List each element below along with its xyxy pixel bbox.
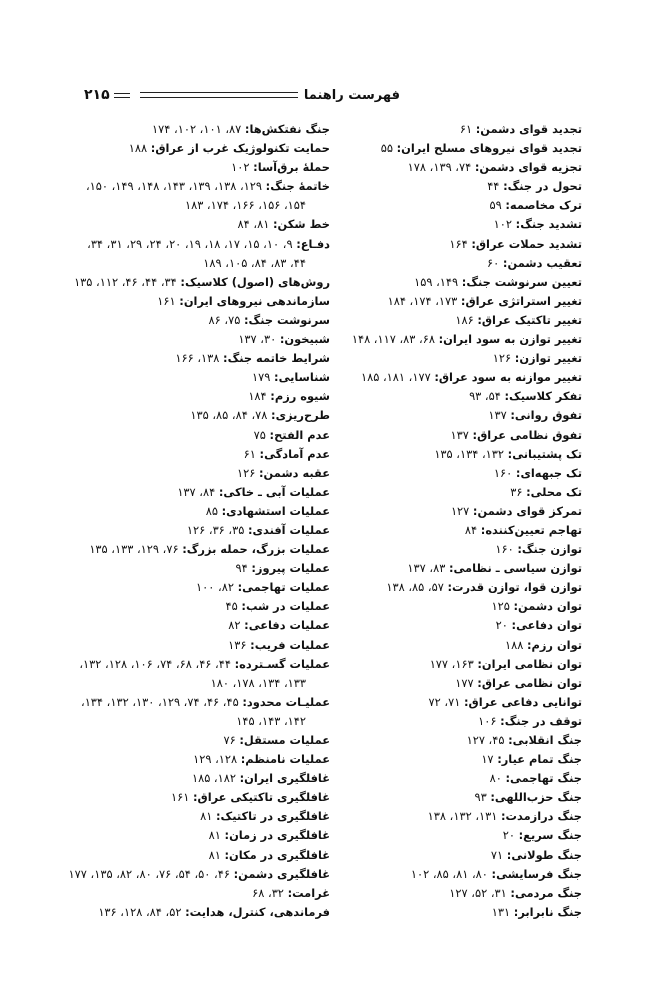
index-entry <box>30 273 330 292</box>
index-pages: ۳۵، ۳۶، ۱۲۶ <box>186 522 248 537</box>
index-entry <box>30 311 330 330</box>
index-pages: ۳۴، ۴۴، ۴۶، ۱۱۲، ۱۳۵ <box>74 274 181 289</box>
index-pages: ۶۱ <box>459 122 476 136</box>
index-term: غافلگیری در مکان: <box>224 847 330 862</box>
index-term: عملیات تهاجمی: <box>237 580 330 595</box>
index-pages: ۱۸۸ <box>504 637 527 652</box>
index-pages: ۷۸، ۸۴، ۸۵، ۱۳۵ <box>190 408 272 423</box>
index-entry <box>30 387 330 406</box>
index-pages: ۸۴، ۱۳۷ <box>177 484 219 499</box>
index-pages: ۷۶ <box>223 733 240 747</box>
index-pages: ۱۲۹، ۱۳۸، ۱۳۹، ۱۴۳، ۱۴۸، ۱۴۹، ۱۵۰، <box>85 179 266 194</box>
index-pages: ۱۶۱ <box>170 790 193 805</box>
index-pages: ۱۶۰ <box>493 465 516 480</box>
index-term: عملیات در شب: <box>241 599 330 614</box>
index-term: تحول در جنگ: <box>503 179 582 194</box>
index-pages: ۳۱، ۵۲، ۱۲۷ <box>449 885 511 900</box>
index-term: تغییر تاکتیک عراق: <box>477 312 582 327</box>
index-entry <box>30 731 330 750</box>
index-term: تشدید حملات عراق: <box>471 236 582 251</box>
index-entry <box>30 788 330 807</box>
index-term: تک محلی: <box>526 484 582 499</box>
index-term: جنگ فرسایشی: <box>491 866 582 881</box>
index-pages: ۱۳۸، ۱۶۶ <box>175 351 224 366</box>
index-pages: ۴۴، ۴۶، ۶۸، ۷۴، ۱۰۶، ۱۲۸، ۱۳۲، <box>79 656 235 671</box>
index-pages: ۷۴، ۱۳۹، ۱۷۸ <box>407 160 475 175</box>
index-term: توان نظامی ایران: <box>477 656 582 671</box>
index-pages: ۸۲ <box>228 618 245 633</box>
index-term: عملیات آبی ـ خاکی: <box>218 484 330 499</box>
index-term: غرامت: <box>287 885 330 900</box>
index-pages: ۱۷۹ <box>252 370 275 385</box>
index-pages: ۱۸۶ <box>455 312 478 327</box>
index-pages: ۱۲۵ <box>491 599 514 614</box>
index-pages: ۷۱، ۷۲ <box>428 694 464 709</box>
index-pages: ۱۰۶ <box>478 713 501 728</box>
index-term: خط شکن: <box>272 217 330 232</box>
index-pages: ۸۰ <box>489 771 506 786</box>
index-pages: ۴۴ <box>487 179 504 194</box>
index-entry <box>30 120 330 139</box>
index-pages: ۲۰ <box>502 828 519 843</box>
index-term: توان رزم: <box>526 637 582 652</box>
index-term: تعقیب دشمن: <box>502 255 582 270</box>
index-term: عملیات نامنظم: <box>240 752 330 767</box>
header-title: فهرست راهنما <box>303 87 400 103</box>
index-term: توان دشمن: <box>513 599 582 614</box>
index-pages: ۱۴۹، ۱۵۹ <box>414 274 462 289</box>
index-entry <box>30 540 330 559</box>
index-term: روش‌های (اصول) کلاسیک: <box>180 274 330 289</box>
index-pages: ۷۵ <box>253 427 270 442</box>
index-term: حملهٔ برق‌آسا: <box>253 160 330 175</box>
index-entry <box>30 903 330 922</box>
index-entry <box>30 483 330 502</box>
index-pages: ۸۱ <box>200 809 216 824</box>
index-entry <box>30 445 330 464</box>
index-term: جنگ درازمدت: <box>501 809 582 824</box>
index-pages: ۱۸۸ <box>128 141 151 156</box>
index-term: عملیات بزرگ، حمله بزرگ: <box>182 542 330 557</box>
index-entry <box>30 807 330 826</box>
index-pages: ۱۶۳، ۱۷۷ <box>429 656 478 671</box>
index-term: تغییر موازنه به سود عراق: <box>434 370 582 385</box>
index-entry <box>30 464 330 483</box>
index-pages: ۱۷۷ <box>455 675 478 690</box>
index-pages: ۴۵، ۱۲۷ <box>466 733 509 747</box>
index-entry <box>30 636 330 655</box>
index-pages: ۱۲۷ <box>450 503 473 518</box>
index-pages: ۸۱ <box>208 828 225 843</box>
index-term: عملیـات محدود: <box>242 694 330 709</box>
index-term: توانایی دفاعی عراق: <box>463 694 582 709</box>
index-term: فرماندهی، کنترل، هدایت: <box>185 904 330 919</box>
index-term: تعیین سرنوشت جنگ: <box>461 274 582 289</box>
index-pages: ۱۷۷، ۱۸۱، ۱۸۵ <box>360 370 435 385</box>
index-pages: ۱۳۱، ۱۳۲، ۱۳۸ <box>427 809 501 824</box>
index-term: حمایت تکنولوژیک غرب از عراق: <box>150 141 330 156</box>
index-term: توان نظامی عراق: <box>477 675 582 690</box>
index-pages: ۱۲۶ <box>492 351 515 366</box>
index-term: توان دفاعی: <box>511 618 582 633</box>
index-term: تک پشتیبانی: <box>507 446 582 461</box>
index-pages-continued: ۱۳۳، ۱۳۴، ۱۷۸، ۱۸۰ <box>210 675 306 690</box>
running-header <box>84 84 400 106</box>
index-term: دفـاع: <box>296 236 330 251</box>
index-term: جنگ طولانی: <box>506 847 582 862</box>
index-pages: ۶۱ <box>243 446 260 461</box>
index-pages: ۵۷، ۸۵، ۱۳۸ <box>386 580 448 595</box>
index-pages: ۸۰، ۸۱، ۸۵، ۱۰۲ <box>410 866 492 881</box>
index-term: شبیخون: <box>279 332 330 347</box>
index-term: شیوه رزم: <box>270 389 330 404</box>
index-pages: ۵۹ <box>489 198 506 213</box>
index-pages-continued: ۴۴، ۸۳، ۸۴، ۱۰۵، ۱۸۹ <box>203 255 306 270</box>
index-pages-continued: ۱۵۴، ۱۵۶، ۱۶۶، ۱۷۴، ۱۸۳ <box>184 198 306 213</box>
index-pages: ۸۱، ۸۴ <box>237 217 273 232</box>
index-pages: ۱۳۷ <box>488 408 511 423</box>
index-entry <box>30 215 330 234</box>
index-pages: ۶۸، ۸۳، ۱۱۷، ۱۴۸ <box>351 332 439 347</box>
index-entry <box>30 750 330 769</box>
index-pages: ۷۵، ۸۶ <box>208 312 244 327</box>
index-term: غافلگیری ایران: <box>239 771 330 786</box>
index-entry <box>30 693 330 712</box>
index-term: عملیات دفاعی: <box>244 618 330 633</box>
index-term: جنگ تمام عیار: <box>497 752 582 767</box>
index-pages: ۳۲، ۶۸ <box>252 885 288 900</box>
index-entry <box>30 616 330 635</box>
index-entry <box>30 655 330 674</box>
index-pages: ۸۲، ۱۰۰ <box>196 580 238 595</box>
index-term: عملیات مستقل: <box>239 733 330 747</box>
index-term: خاتمهٔ جنگ: <box>265 179 330 194</box>
index-term: تجدید قوای دشمن: <box>475 122 582 136</box>
index-pages: ۱۰۲ <box>231 160 254 175</box>
index-term: شرایط خاتمه جنگ: <box>223 351 330 366</box>
index-term: توازن سیاسی ـ نظامی: <box>448 561 582 576</box>
index-term: تغییر استراتژی عراق: <box>460 293 582 308</box>
index-term: تفکر کلاسیک: <box>504 389 582 404</box>
index-pages: ۸۳، ۱۳۷ <box>407 561 449 576</box>
index-term: تفوق نظامی عراق: <box>472 427 582 442</box>
index-term: ترک مخاصمه: <box>505 198 582 213</box>
index-entry <box>30 559 330 578</box>
index-term: غافلگیری تاکتیکی عراق: <box>192 790 330 805</box>
index-entry <box>30 597 330 616</box>
index-term: غافلگیری در زمان: <box>224 828 330 843</box>
index-pages: ۶۰ <box>487 255 503 270</box>
index-pages: ۱۸۲، ۱۸۵ <box>191 771 240 786</box>
index-pages: ۸۷، ۱۰۱، ۱۰۲، ۱۷۴ <box>152 122 245 136</box>
index-pages: ۷۶، ۱۲۹، ۱۳۳، ۱۳۵ <box>89 542 183 557</box>
index-term: عملیات گسـترده: <box>234 656 330 671</box>
index-entry <box>30 235 330 254</box>
index-pages: ۹، ۱۰، ۱۵، ۱۷، ۱۸، ۱۹، ۲۰، ۲۴، ۲۹، ۳۱، ۳۴، <box>87 236 297 251</box>
index-pages: ۱۶۱ <box>157 293 180 308</box>
header-dash <box>114 93 130 98</box>
index-pages: ۵۲، ۸۴، ۱۲۸، ۱۳۶ <box>98 904 186 919</box>
index-pages: ۱۳۶ <box>228 637 251 652</box>
index-term: عملیات استشهادی: <box>221 503 330 518</box>
index-entry <box>30 139 330 158</box>
index-term: جنگ مردمی: <box>510 885 582 900</box>
index-pages: ۵۵ <box>380 141 397 156</box>
index-entry <box>30 884 330 903</box>
index-entry <box>30 826 330 845</box>
index-entry <box>30 846 330 865</box>
index-pages: ۸۴ <box>464 522 481 537</box>
index-pages: ۱۶۴ <box>449 236 472 251</box>
index-term: توازن قوا، توازن قدرت: <box>447 580 582 595</box>
index-term: تشدید جنگ: <box>515 217 582 232</box>
index-pages: ۱۳۱ <box>491 904 514 919</box>
index-pages: ۸۱ <box>208 847 225 862</box>
index-term: عملیات فریب: <box>250 637 330 652</box>
index-pages: ۱۳۷ <box>450 427 473 442</box>
index-term: تمرکز قوای دشمن: <box>472 503 582 518</box>
index-entry <box>30 502 330 521</box>
index-entry <box>30 368 330 387</box>
index-pages: ۱۸۴ <box>248 389 271 404</box>
page-number: ۲۱۵ <box>84 87 110 103</box>
index-pages: ۹۳ <box>474 790 491 805</box>
index-term: جنگ تهاجمی: <box>505 771 582 786</box>
index-pages: ۵۴، ۹۳ <box>469 389 505 404</box>
index-pages: ۳۰، ۱۳۷ <box>238 332 280 347</box>
index-term: توازن جنگ: <box>517 542 582 557</box>
index-term: سرنوشت جنگ: <box>243 312 330 327</box>
index-pages: ۴۵، ۴۶، ۷۴، ۱۲۹، ۱۳۰، ۱۳۲، ۱۳۴، <box>81 694 243 709</box>
index-column-left <box>30 120 330 922</box>
index-term: توقف در جنگ: <box>500 713 582 728</box>
index-term: جنگ سریع: <box>518 828 582 843</box>
index-entry <box>30 521 330 540</box>
index-term: عقبه دشمن: <box>259 465 330 480</box>
index-term: تغییر توازن به سود ایران: <box>438 332 582 347</box>
index-entry <box>30 349 330 368</box>
index-term: تجدید قوای نیروهای مسلح ایران: <box>396 141 582 156</box>
index-entry <box>30 330 330 349</box>
index-term: تفوق روانی: <box>510 408 582 423</box>
index-pages: ۱۰۲ <box>493 217 516 232</box>
index-pages: ۱۷ <box>481 752 498 767</box>
index-entry <box>30 406 330 425</box>
index-pages: ۱۲۸، ۱۲۹ <box>193 752 241 767</box>
index-pages: ۷۱ <box>490 847 507 862</box>
index-pages-continued: ۱۴۲، ۱۴۳، ۱۴۵ <box>236 713 306 728</box>
index-term: عملیات آفندی: <box>248 522 330 537</box>
index-entry <box>30 177 330 196</box>
index-term: جنگ انقلابی: <box>508 733 582 747</box>
index-term: طرح‌ریزی: <box>271 408 330 423</box>
index-term: تغییر توازن: <box>514 351 582 366</box>
index-pages: ۲۰ <box>495 618 512 633</box>
index-pages: ۴۵ <box>225 599 242 614</box>
index-pages: ۸۵ <box>205 503 222 518</box>
index-term: عدم آمادگی: <box>259 446 330 461</box>
index-term: جنگ نابرابر: <box>513 904 582 919</box>
index-pages: ۱۶۰ <box>495 542 518 557</box>
index-entry <box>30 769 330 788</box>
index-entry <box>30 426 330 445</box>
index-entry <box>30 158 330 177</box>
index-term: غافلگیری در تاکتیک: <box>216 809 330 824</box>
index-entry <box>30 578 330 597</box>
index-term: جنگ حزب‌اللهی: <box>490 790 582 805</box>
index-term: غافلگیری دشمن: <box>233 866 330 881</box>
index-pages: ۳۶ <box>510 484 527 499</box>
index-pages: ۹۴ <box>235 561 252 576</box>
index-pages: ۱۳۲، ۱۳۴، ۱۳۵ <box>434 446 508 461</box>
header-rule <box>140 92 298 98</box>
index-pages: ۱۷۳، ۱۷۴، ۱۸۴ <box>387 293 461 308</box>
index-pages: ۴۶، ۵۰، ۵۴، ۷۶، ۸۰، ۸۲، ۱۳۵، ۱۷۷ <box>68 866 234 881</box>
index-entry <box>30 292 330 311</box>
index-pages: ۱۲۶ <box>237 465 259 480</box>
index-term: تک جبهه‌ای: <box>515 465 582 480</box>
index-term: سازماندهی نیروهای ایران: <box>179 293 330 308</box>
index-term: جنگ نفتکش‌ها: <box>244 122 330 136</box>
index-term: عدم الفتح: <box>269 427 330 442</box>
index-term: تهاجم تعیین‌کننده: <box>480 522 582 537</box>
index-entry <box>30 865 330 884</box>
index-term: تجزیه قوای دشمن: <box>474 160 582 175</box>
index-term: عملیات پیروز: <box>251 561 330 576</box>
index-term: شناسایی: <box>274 370 330 385</box>
